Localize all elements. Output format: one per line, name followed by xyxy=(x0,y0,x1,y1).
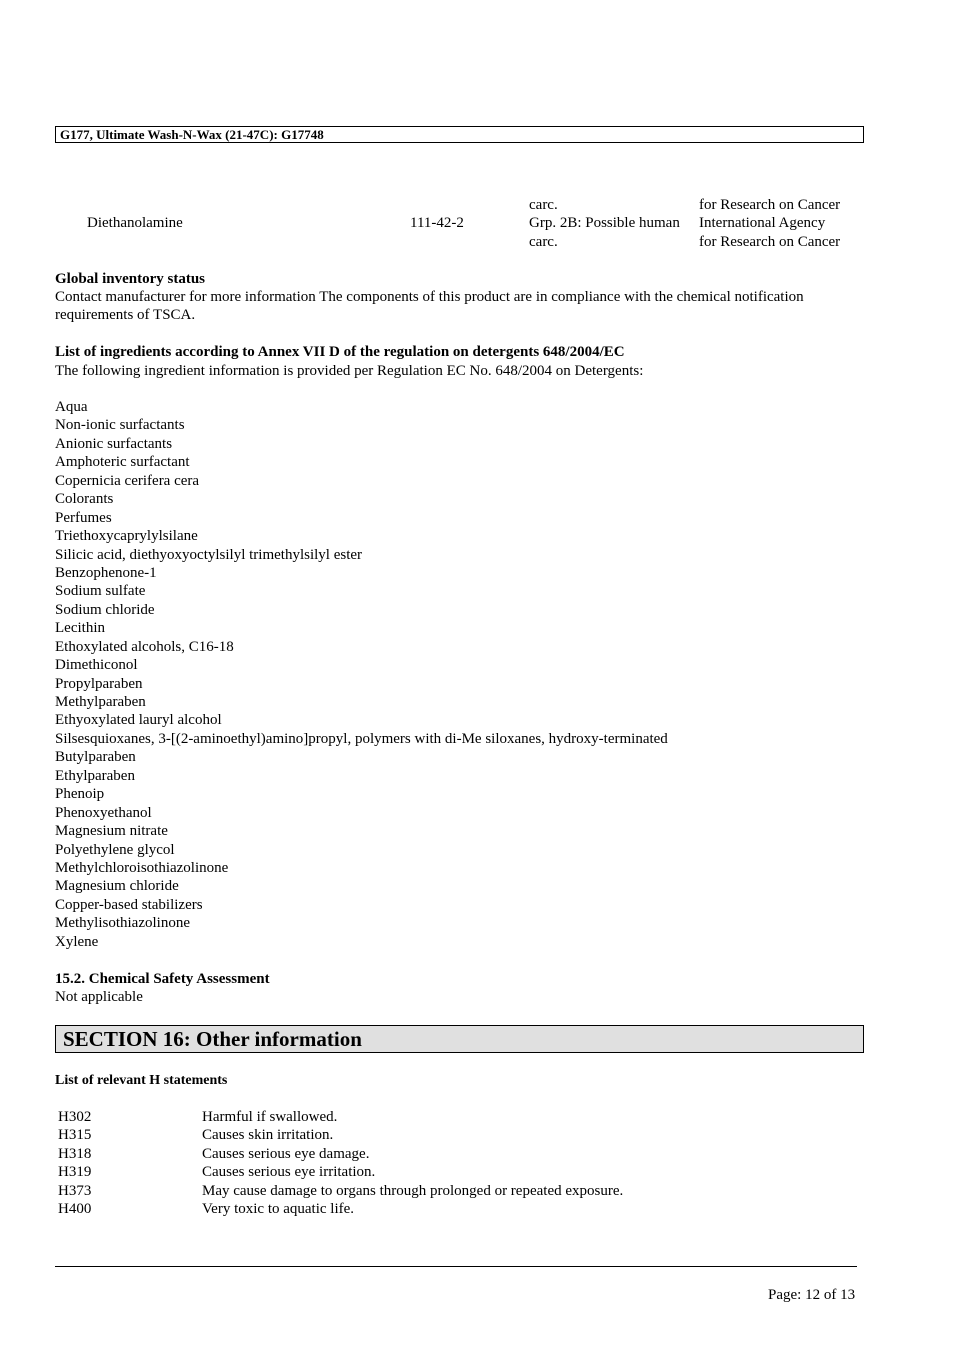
carc-class-line-3: carc. xyxy=(529,234,558,250)
h-statement-text: Very toxic to aquatic life. xyxy=(202,1201,355,1217)
ingredient-item: Aqua xyxy=(55,399,88,415)
ingredient-list xyxy=(55,398,668,951)
section-16-bar xyxy=(55,1025,864,1053)
ingredient-item: Propylparaben xyxy=(55,675,143,692)
ingredient-item: Ethoxylated alcohols, C16-18 xyxy=(55,638,234,655)
carc-substance-name: Diethanolamine xyxy=(87,215,183,231)
document-title: G177, Ultimate Wash-N-Wax (21-47C): G17748 xyxy=(60,127,324,142)
h-statements-heading: List of relevant H statements xyxy=(55,1073,228,1088)
ingredient-item: Non-ionic surfactants xyxy=(55,417,185,434)
ingredient-item: Sodium sulfate xyxy=(55,583,146,600)
carc-source-line-1: for Research on Cancer xyxy=(699,197,841,213)
h-statement-text: May cause damage to organs through prolonged or repeated exposure. xyxy=(202,1182,624,1199)
ingredient-item: Butylparaben xyxy=(55,749,136,766)
global-inventory-text-1: Contact manufacturer for more information The components of this product are in compliance with the chemical notification xyxy=(55,289,804,305)
carc-class-line-2: Grp. 2B: Possible human xyxy=(529,215,680,231)
ingredient-item: Amphoteric surfactant xyxy=(55,454,190,471)
global-inventory-text-2: requirements of TSCA. xyxy=(55,307,196,323)
ingredient-item: Magnesium nitrate xyxy=(55,823,168,840)
h-statement-text: Causes serious eye damage. xyxy=(202,1145,370,1162)
ingredient-item: Triethoxycaprylylsilane xyxy=(55,528,198,545)
document-header xyxy=(55,126,864,143)
ingredient-item: Silicic acid, diethyoxyoctylsilyl trimethylsilyl ester xyxy=(55,546,363,563)
safety-assessment-heading: 15.2. Chemical Safety Assessment xyxy=(55,971,270,987)
page-number: Page: 12 of 13 xyxy=(768,1287,856,1303)
h-statement-code: H315 xyxy=(58,1127,92,1144)
ingredient-item: Methylisothiazolinone xyxy=(55,915,190,932)
ingredient-item: Ethylparaben xyxy=(55,767,135,784)
ingredient-item: Lecithin xyxy=(55,620,105,637)
h-statement-code: H302 xyxy=(58,1109,92,1125)
ingredient-item: Perfumes xyxy=(55,509,112,526)
h-statement-text: Causes serious eye irritation. xyxy=(202,1164,376,1181)
ingredient-item: Ethyoxylated lauryl alcohol xyxy=(55,712,222,729)
h-statement-code: H318 xyxy=(58,1145,92,1162)
ingredient-item: Colorants xyxy=(55,491,114,508)
h-statement-code: H400 xyxy=(58,1201,92,1217)
h-statement-text: Causes skin irritation. xyxy=(202,1127,334,1144)
ingredient-item: Dimethiconol xyxy=(55,657,138,674)
ingredient-item: Magnesium chloride xyxy=(55,878,179,895)
carc-cas-number: 111-42-2 xyxy=(410,215,464,231)
ingredient-item: Benzophenone-1 xyxy=(55,564,157,581)
ingredient-item: Copernicia cerifera cera xyxy=(55,472,200,489)
ingredient-item: Silsesquioxanes, 3-[(2-aminoethyl)amino]propyl, polymers with di-Me siloxanes, hydroxy-terminated xyxy=(55,730,668,747)
h-statement-code: H319 xyxy=(58,1164,92,1181)
ingredient-item: Phenoxyethanol xyxy=(55,804,152,821)
h-statement-code: H373 xyxy=(58,1182,92,1199)
ingredient-item: Methylchloroisothiazolinone xyxy=(55,859,229,876)
ingredient-item: Phenoip xyxy=(55,786,105,803)
ingredient-item: Xylene xyxy=(55,933,99,950)
ingredients-intro: The following ingredient information is provided per Regulation EC No. 648/2004 on Detergents: xyxy=(55,363,644,379)
global-inventory-heading: Global inventory status xyxy=(55,271,206,287)
carc-source-line-2: International Agency xyxy=(699,215,826,231)
safety-assessment-text: Not applicable xyxy=(55,989,143,1005)
footer-rule xyxy=(55,1266,857,1267)
carc-source-line-3: for Research on Cancer xyxy=(699,234,841,250)
carc-class-line-1: carc. xyxy=(529,197,558,213)
h-statement-text: Harmful if swallowed. xyxy=(202,1109,338,1125)
ingredients-heading: List of ingredients according to Annex VII D of the regulation on detergents 648/2004/EC xyxy=(55,344,625,360)
ingredient-item: Polyethylene glycol xyxy=(55,841,175,858)
ingredient-item: Methylparaben xyxy=(55,694,146,710)
section-16-title: SECTION 16: Other information xyxy=(63,1027,362,1051)
ingredient-item: Anionic surfactants xyxy=(55,435,173,452)
ingredient-item: Copper-based stabilizers xyxy=(55,896,203,913)
ingredient-item: Sodium chloride xyxy=(55,601,155,618)
